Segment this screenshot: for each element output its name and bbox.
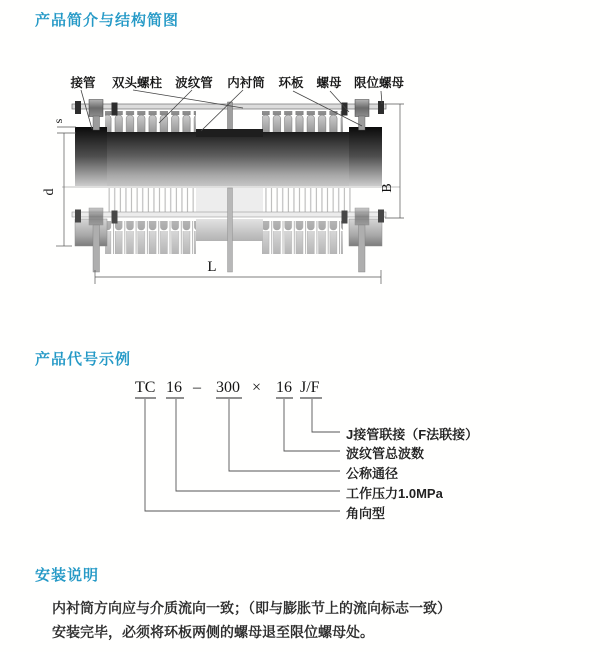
section-title-install: 安装说明	[35, 567, 100, 584]
inner-sleeve-edge	[196, 129, 263, 137]
label-xianweiluomu: 限位螺母	[353, 76, 405, 90]
dim-L: L	[207, 259, 217, 275]
code-seg-pressure: 16	[166, 379, 182, 396]
dim-d: d	[42, 188, 57, 196]
install-note-line1: 内衬筒方向应与介质流向一致；（即与膨胀节上的流向标志一致）	[52, 600, 451, 616]
dim-s: s	[51, 118, 65, 124]
callout-angular-type: 角向型	[346, 506, 386, 521]
expansion-joint-diagram	[40, 62, 480, 312]
section-title-intro: 产品简介与结构简图	[35, 12, 180, 29]
callout-wave-count: 波纹管总波数	[346, 446, 425, 461]
bellows-left	[105, 111, 196, 133]
code-seg-waves: 16	[276, 379, 292, 396]
code-seg-dash: –	[193, 379, 201, 396]
label-luomu: 螺母	[316, 76, 342, 90]
joint-body	[105, 132, 351, 186]
label-bowenguan: 波纹管	[175, 76, 213, 90]
callout-nominal-diameter: 公称通径	[346, 466, 399, 481]
callout-connectors	[145, 399, 340, 511]
callout-connection: J接管联接（F法联接）	[346, 427, 479, 442]
callout-working-pressure: 工作压力1.0MPa	[346, 486, 443, 501]
part-labels	[69, 75, 404, 90]
code-seg-connection: J/F	[300, 379, 320, 396]
pipe-end-left	[75, 127, 107, 186]
bellows-right	[262, 111, 343, 133]
label-shuangtouluozhu: 双头螺柱	[111, 76, 163, 90]
pipe-end-right	[349, 127, 382, 186]
label-neichentong: 内衬筒	[227, 76, 265, 90]
label-huanban: 环板	[278, 76, 304, 90]
dim-B: B	[380, 183, 395, 193]
section-title-code-example: 产品代号示例	[35, 351, 132, 368]
code-seg-type: TC	[135, 379, 156, 396]
upper-assembly	[72, 100, 386, 187]
install-note-line2: 安装完毕，必须将环板两侧的螺母退至限位螺母处。	[52, 624, 374, 640]
code-seg-times: ×	[252, 379, 262, 396]
code-seg-diameter: 300	[216, 379, 240, 396]
code-callout-lines	[0, 375, 600, 535]
label-jieguan: 接管	[70, 76, 96, 90]
